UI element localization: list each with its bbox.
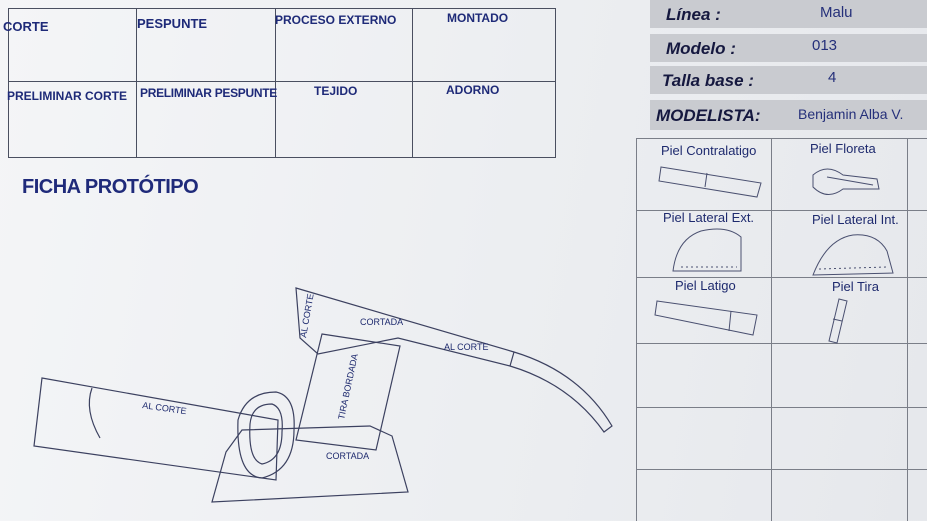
drawing-label-cortada: CORTADA bbox=[326, 451, 370, 461]
drawing-label-al-corte: AL CORTE bbox=[444, 342, 489, 352]
drawing-label-cortada: CORTADA bbox=[360, 317, 404, 327]
info-key: Talla base : bbox=[662, 71, 754, 90]
process-proceso-externo: PROCESO EXTERNO bbox=[275, 13, 397, 27]
drawing-label-al-corte: AL CORTE bbox=[298, 292, 316, 339]
info-value: Benjamin Alba V. bbox=[798, 106, 904, 122]
info-key: Modelo : bbox=[666, 39, 736, 58]
process-pespunte: PESPUNTE bbox=[137, 16, 208, 31]
process-tejido: TEJIDO bbox=[314, 84, 358, 98]
drawing-label-al-corte: AL CORTE bbox=[141, 400, 188, 417]
process-preliminar-pespunte: PRELIMINAR PESPUNTE bbox=[140, 86, 277, 100]
info-value: 4 bbox=[828, 69, 837, 86]
piece-label: Piel Contralatigo bbox=[661, 143, 757, 158]
info-key: Línea : bbox=[666, 5, 721, 24]
info-value: Malu bbox=[820, 4, 853, 21]
process-corte: CORTE bbox=[3, 19, 49, 34]
info-value: 013 bbox=[812, 37, 838, 54]
piece-label: Piel Tira bbox=[832, 279, 879, 294]
drawing-label-tira-bordada: TIRA BORDADA bbox=[336, 352, 360, 421]
process-preliminar-corte: PRELIMINAR CORTE bbox=[7, 89, 127, 103]
info-key: MODELISTA: bbox=[656, 106, 761, 125]
process-montado: MONTADO bbox=[447, 11, 509, 25]
process-adorno: ADORNO bbox=[446, 83, 500, 97]
piece-label: Piel Floreta bbox=[810, 141, 876, 156]
piece-label: Piel Latigo bbox=[675, 278, 736, 293]
piece-label: Piel Lateral Int. bbox=[812, 212, 899, 227]
strap-left-shape bbox=[34, 378, 278, 480]
page-title: FICHA PROTÓTIPO bbox=[22, 176, 199, 198]
piece-label: Piel Lateral Ext. bbox=[663, 210, 755, 225]
